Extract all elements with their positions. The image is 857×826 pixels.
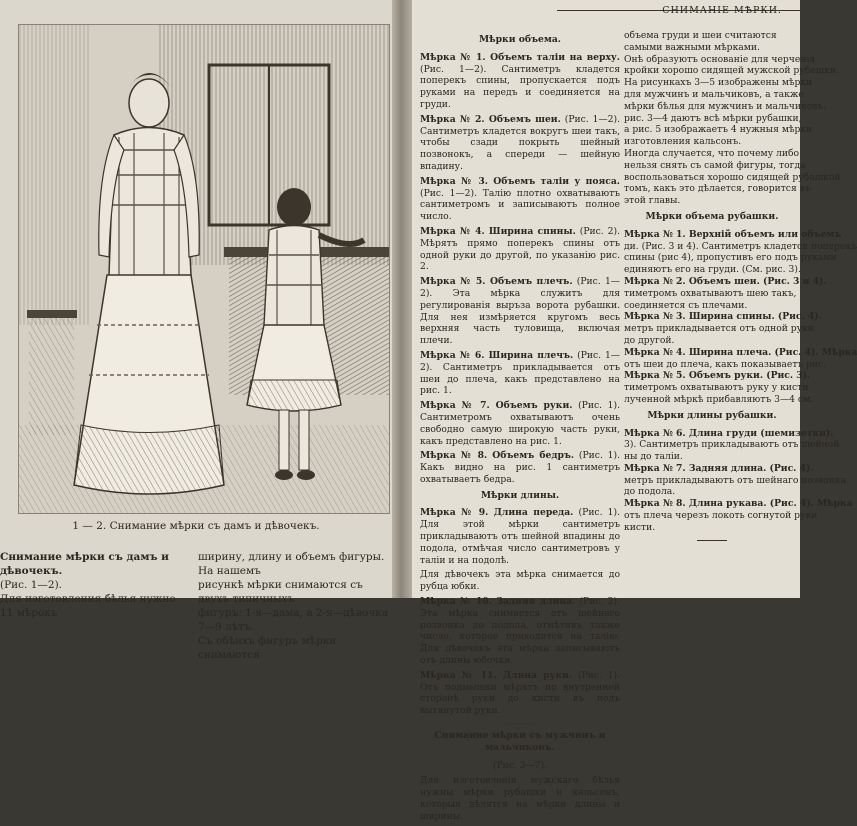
measurement-label: Мѣрка № 11. Длина руки. bbox=[420, 669, 573, 681]
text-line: отъ плеча черезъ локоть согнутой руки bbox=[624, 510, 818, 522]
left-page bbox=[0, 0, 392, 661]
text-line: ди. (Рис. 3 и 4). Сантиметръ кладется поперекъ bbox=[624, 240, 857, 252]
measurement-paragraph bbox=[420, 569, 620, 593]
figure-caption: 1 — 2. Снимание мѣрки съ дамъ и дѣвочекъ. bbox=[72, 520, 320, 532]
text-line: единяютъ его на груди. (См. рис. 3). bbox=[624, 264, 801, 276]
text-line: а рис. 5 изображаетъ 4 нужныя мѣрки bbox=[624, 124, 813, 136]
text-line: 3). Сантиметръ прикладываютъ отъ шейной bbox=[624, 439, 840, 451]
measurement-label: Мѣрка № 6. Ширина плечъ. bbox=[420, 349, 574, 361]
text-line: мѣрки бѣлья для мужчинъ и мальчиковъ. bbox=[624, 100, 827, 112]
text-line: отъ шеи до плеча, какъ показываетъ рис. bbox=[624, 358, 827, 370]
text-line: метръ прикладываютъ отъ шейнаго позвонка bbox=[624, 474, 847, 486]
text-line: спины (рис 4), пропустивъ его подъ руками bbox=[624, 252, 837, 264]
text-column-a bbox=[420, 30, 620, 826]
left-col1-line: (Рис. 1—2). bbox=[0, 579, 63, 591]
text-line: самыми важными мѣрками. bbox=[624, 41, 760, 53]
text-line: Мѣрка № 5. Объемъ руки. (Рис. 3). bbox=[624, 370, 811, 382]
measurement-text: (Рис. 2). Эта мѣрка снимается отъ шейнаго позвонка до подола, отмѣтивъ также число, которое приходится на талію. Для дѣвочекъ эта мѣрка записываютъ отъ длины юбочки. bbox=[420, 596, 621, 667]
measurement-paragraph bbox=[420, 176, 620, 223]
text-line: лученной мѣркѣ прибавляютъ 3—4 см. bbox=[624, 393, 814, 405]
measurement-label: Мѣрка № 3. Объемъ таліи у пояса. bbox=[420, 175, 620, 187]
measurement-text: (Рис. 1). Сантиметромъ охватываютъ очень свободно самую широкую часть руки, какъ представлено на рис. 1. bbox=[420, 400, 620, 447]
measurement-label: Мѣрка № 7. Объемъ руки. bbox=[420, 400, 573, 412]
text-line: соединяется съ плечами. bbox=[624, 299, 748, 311]
text-line: этой главы. bbox=[624, 195, 681, 207]
measurement-label: Мѣрка № 8. Объемъ бедръ. bbox=[420, 450, 575, 462]
measurement-label: Мѣрка № 4. Ширина спины. bbox=[420, 225, 576, 237]
measurement-paragraph bbox=[420, 775, 620, 822]
left-col2-line: ширину, длину и объемъ фигуры. На нашемъ bbox=[198, 551, 385, 577]
measurement-label: Мѣрка № 9. Длина переда. bbox=[420, 507, 574, 519]
left-col1-line: Для изготовления бѣлья нужно 11 мѣрокъ bbox=[0, 593, 176, 619]
text-line: нельзя снять съ самой фигуры, тогда bbox=[624, 159, 806, 171]
section-heading: Снимание мѣрки съ мужчинъ и мальчиковъ. bbox=[434, 730, 606, 753]
engraving-svg bbox=[19, 25, 389, 513]
section-heading: Мѣрки длины рубашки. bbox=[647, 409, 777, 421]
section-heading: Мѣрки объема. bbox=[479, 34, 561, 45]
text-line: тиметромъ охватываютъ шею такъ, bbox=[624, 287, 797, 299]
text-line: ны до таліи. bbox=[624, 451, 683, 463]
left-col2-line: рисункѣ мѣрки снимаются съ двухъ типичныхъ bbox=[198, 579, 363, 605]
measurement-label: Мѣрка № 1. Объемъ таліи на верху. bbox=[420, 51, 620, 63]
engraving-illustration bbox=[18, 24, 390, 514]
section-divider bbox=[697, 540, 727, 541]
measurement-paragraph bbox=[420, 114, 620, 173]
measurement-text: (Рис. 1). Какъ видно на рис. 1 сантиметръ охватываетъ бедра. bbox=[420, 450, 620, 485]
text-line: Мѣрка № 6. Длина груди (шемизетки). bbox=[624, 427, 834, 439]
figure-reference: (Рис. 3—7). bbox=[492, 759, 548, 771]
text-line: рис. 3—4 даютъ всѣ мѣрки рубашки, bbox=[624, 112, 802, 124]
text-line: воспользоваться хорошо сидящей рубашкой bbox=[624, 171, 841, 183]
text-line: изготовления кальсонъ. bbox=[624, 136, 742, 148]
text-line: до другой. bbox=[624, 334, 675, 346]
measurement-paragraph bbox=[420, 670, 620, 717]
text-line: метръ прикладывается отъ одной руки bbox=[624, 323, 814, 335]
text-line: объема груди и шеи считаются bbox=[624, 30, 777, 41]
measurement-paragraph bbox=[420, 226, 620, 273]
text-line: кройки хорошо сидящей мужской рубашки. bbox=[624, 65, 840, 77]
measurement-text: (Рис. 2). Мѣрятъ прямо поперекъ спины отъ одной руки до другой, по указанію рис. 2. bbox=[420, 225, 621, 273]
measurement-label: Мѣрка № 10. Задняя длина. bbox=[420, 596, 576, 608]
text-line: кисти. bbox=[624, 521, 656, 533]
text-line: Мѣрка № 3. Ширина спины. (Рис. 4). bbox=[624, 311, 822, 323]
section-heading: Мѣрки длины. bbox=[480, 489, 560, 501]
section-divider bbox=[505, 723, 535, 724]
left-column-1 bbox=[0, 550, 186, 620]
left-col2-line: Съ обѣихъ фигуръ мѣрки снимаются bbox=[198, 635, 337, 661]
right-page bbox=[412, 0, 857, 822]
measurement-paragraph bbox=[420, 400, 620, 447]
measurement-text: (Рис. 1—2). Сантиметръ прикладывается отъ шеи до плеча, какъ представлено на рис. 1. bbox=[420, 349, 620, 397]
left-col2-line: фигуръ: 1-я—дама, а 2-я—дѣвочка 7—9 лѣтъ. bbox=[198, 607, 389, 633]
measurement-paragraph bbox=[420, 276, 620, 347]
text-line: Мѣрка № 7. Задняя длина. (Рис. 4). bbox=[624, 462, 814, 474]
measurement-text: (Рис. 1—2). Эта мѣрка служитъ для регулированія выръза ворота рубашки. Для нея измѣряется кругомъ весь верхняя часть туловища, включая плечи. bbox=[420, 276, 620, 347]
measurement-text: (Рис. 1—2). Талію плотно охватываютъ сантиметромъ и записываютъ полное число. bbox=[420, 187, 620, 223]
text-line: Мѣрка № 2. Объемъ шеи. (Рис. 3 и 4). bbox=[624, 275, 827, 287]
measurement-paragraph bbox=[420, 350, 620, 397]
measurement-paragraph bbox=[420, 596, 620, 667]
measurement-text: Для изготовленія мужскаго бѣлья нужны мѣрки рубашки и кальсонъ, которыя дѣлятся на мѣрки длины и ширины. bbox=[420, 775, 620, 822]
text-line: Мѣрка № 8. Длина рукава. (Рис. 4). Мѣрка bbox=[624, 498, 853, 510]
text-line: Иногда случается, что почему либо bbox=[624, 147, 800, 159]
measurement-text: (Рис. 1—2). Сантиметръ кладется вокругъ шеи такъ, чтобы сзади покрыть шейный позвонокъ, а спереди — шейную впадину. bbox=[420, 113, 620, 172]
text-line: Мѣрка № 1. Верхній объемъ или объемъ bbox=[624, 228, 842, 240]
text-line: томъ, какъ это дѣлается, говорится въ bbox=[624, 183, 811, 195]
text-line: Онѣ образуютъ основаніе для черченія bbox=[624, 53, 816, 65]
measurement-label: Мѣрка № 5. Объемъ плечъ. bbox=[420, 276, 573, 288]
measurement-paragraph bbox=[420, 507, 620, 566]
measurement-text: Для дѣвочекъ эта мѣрка снимается до рубца юбки. bbox=[420, 569, 620, 593]
measurement-paragraph bbox=[420, 450, 620, 485]
section-heading: Мѣрки объема рубашки. bbox=[645, 210, 779, 222]
measurement-paragraph bbox=[420, 52, 620, 111]
text-line: до подола. bbox=[624, 486, 676, 498]
measurement-text: (Рис. 1—2). Сантиметръ кладется поперекъ спины, пропускается подъ руками на передъ и соединяется на груди. bbox=[420, 63, 620, 110]
measurement-label: Мѣрка № 2. Объемъ шеи. bbox=[420, 113, 561, 125]
book-gutter bbox=[392, 0, 412, 598]
left-column-2 bbox=[198, 550, 392, 662]
left-col1-line: Снимание мѣрки съ дамъ и дѣвочекъ. bbox=[0, 551, 169, 577]
text-line: для мужчинъ и мальчиковъ, а также bbox=[624, 88, 804, 100]
text-line: Мѣрка № 4. Ширина плеча. (Рис. 4). Мѣрка bbox=[624, 346, 857, 358]
text-column-b bbox=[624, 30, 857, 547]
running-head: СНИМАНІЕ МѢРКИ. bbox=[662, 5, 782, 16]
measurement-text: (Рис. 1). Для этой мѣрки сантиметръ прикладываютъ отъ шейной впадины до подола, отмѣчая число сантиметровъ у таліи и на подолѣ. bbox=[420, 507, 620, 566]
measurement-text: (Рис. 1). Отъ подмышки мѣрятъ по внутренней сторонѣ руки до кисти въ подъ вытянутой руки. bbox=[420, 669, 620, 717]
text-line: На рисункахъ 3—5 изображены мѣрки bbox=[624, 77, 813, 89]
text-line: тиметромъ охватываютъ руку у кисти bbox=[624, 382, 809, 394]
